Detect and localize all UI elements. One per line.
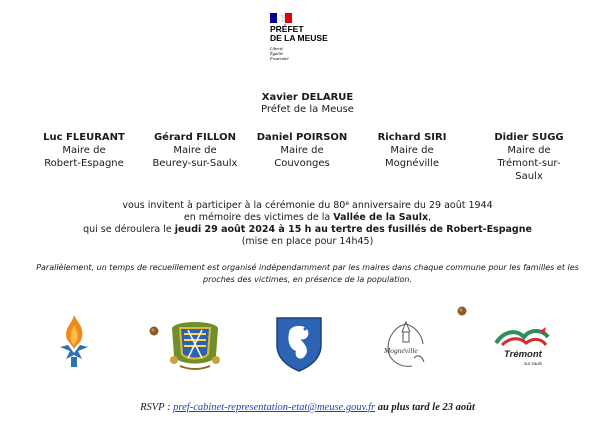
rsvp-line <box>0 402 615 413</box>
mayor-title: Maire de <box>390 145 434 156</box>
invitation-line3 <box>0 224 615 236</box>
mayor-title: Maire de <box>280 145 324 156</box>
mayor-commune: Beurey-sur-Saulx <box>152 158 238 169</box>
host-name: Xavier DELARUE <box>261 92 354 103</box>
ornament-icon <box>456 305 468 317</box>
mayor-name: Richard SIRI <box>377 132 447 143</box>
remembrance-paragraph: Parallèlement, un temps de recueillement est organisé indépendamment par les maires dans chaque commune pour les familles et les proches des victimes, en présence de la population. <box>36 263 579 284</box>
invitation-line2-c: , <box>428 212 432 223</box>
mayor-commune: Mognéville <box>385 158 439 169</box>
valley-name: Vallée de la Saulx <box>333 212 429 223</box>
mayor-name: Gérard FILLON <box>153 132 237 143</box>
invitation-line4: (mise en place pour 14h45) <box>241 236 374 247</box>
republic-motto <box>270 46 289 61</box>
invitation-line2 <box>0 212 615 224</box>
mogneville-logo <box>376 318 436 372</box>
mayor-commune: Robert-Espagne <box>44 158 124 169</box>
mayor-tremont-sur-saulx <box>474 131 584 183</box>
mayor-couvonges <box>247 131 357 170</box>
host-role: Préfet de la Meuse <box>261 104 354 115</box>
mayor-commune: Trémont-sur- <box>497 158 561 169</box>
mayor-name: Daniel POIRSON <box>256 132 348 143</box>
mayor-mogneville <box>357 131 467 170</box>
rsvp-label: RSVP : <box>140 402 174 413</box>
couvonges-shield-logo <box>274 315 324 373</box>
mayor-title: Maire de <box>173 145 217 156</box>
invitation-text <box>0 200 615 248</box>
mayor-name: Luc FLEURANT <box>43 132 125 143</box>
prefecture-title-line1: PRÉFET <box>270 24 304 34</box>
prefecture-logo-title <box>270 25 328 43</box>
motto-fraternite: Fraternité <box>270 56 289 61</box>
event-date-location: jeudi 29 août 2024 à 15 h au tertre des fusillés de Robert-Espagne <box>174 224 532 235</box>
mayor-name: Didier SUGG <box>494 132 564 143</box>
invitation-line3-a: qui se déroulera le <box>83 224 175 235</box>
invitation-line1 <box>0 200 615 212</box>
rsvp-email-link[interactable]: pref-cabinet-representation-etat@meuse.gouv.fr <box>173 402 376 413</box>
robert-espagne-flame-logo <box>54 313 94 369</box>
mayor-title: Maire de <box>507 145 551 156</box>
republic-flag-icon <box>270 13 292 23</box>
mayor-title: Maire de <box>62 145 106 156</box>
invitation-line1-b: anniversaire du 29 août 1944 <box>349 200 493 211</box>
invitation-line2-a: en mémoire des victimes de la <box>183 212 334 223</box>
tremont-logo-text: Trémont <box>504 349 542 360</box>
motto-liberte: Liberté <box>270 46 283 51</box>
mayor-commune: Couvonges <box>274 158 330 169</box>
invitation-line1-a: vous invitent à participer à la cérémonie du 80 <box>122 200 346 211</box>
beurey-sur-saulx-coat-of-arms <box>166 318 224 372</box>
mayor-robert-espagne <box>29 131 139 170</box>
mayor-beurey-sur-saulx <box>140 131 250 170</box>
rsvp-deadline: au plus tard le 23 août <box>375 402 475 413</box>
tremont-sur-saulx-logo <box>490 323 554 371</box>
motto-egalite: Égalité <box>270 51 283 56</box>
prefecture-title-line2: DE LA MEUSE <box>270 33 328 43</box>
tremont-logo-subtext: sur saulx <box>524 361 543 366</box>
mogneville-logo-text: Mognéville <box>384 346 418 355</box>
ordinal-sup: e <box>345 200 350 207</box>
mayor-commune-cont: Saulx <box>515 171 543 182</box>
ornament-icon <box>148 325 160 337</box>
